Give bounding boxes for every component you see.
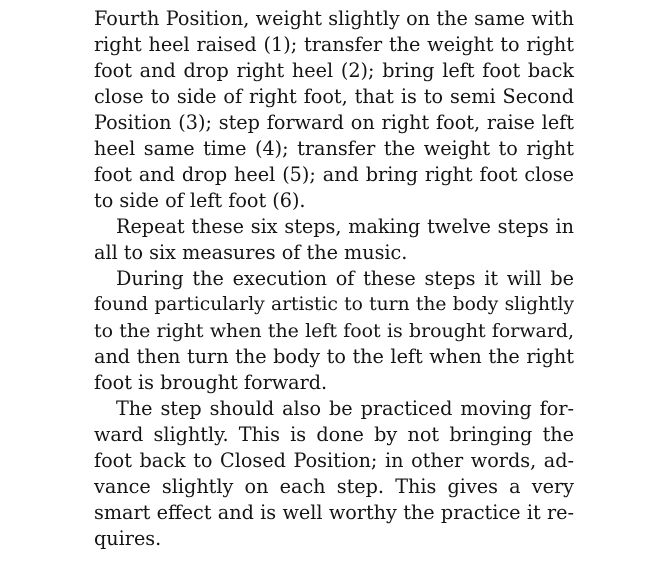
- text-line: ward slightly. This is done by not bringing the: [94, 423, 574, 446]
- text-line: all to six measures of the music.: [94, 241, 408, 264]
- text-line: During the execution of these steps it will be: [116, 267, 574, 290]
- paragraph-repeat: [94, 214, 574, 266]
- paragraph-execution: [94, 266, 574, 396]
- text-line: vance slightly on each step. This gives a very: [94, 475, 574, 498]
- text-line: right heel raised (1); transfer the weight to right: [94, 33, 574, 56]
- text-line: and then turn the body to the left when the right: [94, 345, 574, 368]
- paragraph-practice: [94, 396, 574, 552]
- text-line: heel same time (4); transfer the weight to right: [94, 137, 574, 160]
- text-line: foot and drop right heel (2); bring left foot back: [94, 59, 574, 82]
- text-line: close to side of right foot, that is to semi Second: [94, 85, 574, 108]
- text-line: foot and drop heel (5); and bring right foot close: [94, 163, 574, 186]
- text-line: Position (3); step forward on right foot, raise left: [94, 111, 574, 134]
- text-line: foot back to Closed Position; in other words, ad-: [94, 449, 574, 472]
- text-line: to side of left foot (6).: [94, 189, 306, 212]
- text-line: foot is brought forward.: [94, 371, 328, 394]
- text-line: found particularly artistic to turn the body slightly: [94, 294, 574, 315]
- text-line: smart effect and is well worthy the practice it re-: [94, 501, 574, 524]
- text-line: Fourth Position, weight slightly on the same with: [94, 7, 574, 30]
- text-line: to the right when the left foot is brought forward,: [94, 320, 574, 342]
- document-page: [94, 6, 574, 552]
- text-line: The step should also be practiced moving for-: [116, 397, 574, 420]
- text-line: quires.: [94, 527, 162, 550]
- text-line: Repeat these six steps, making twelve steps in: [116, 215, 574, 238]
- paragraph-fourth-position: [94, 6, 574, 214]
